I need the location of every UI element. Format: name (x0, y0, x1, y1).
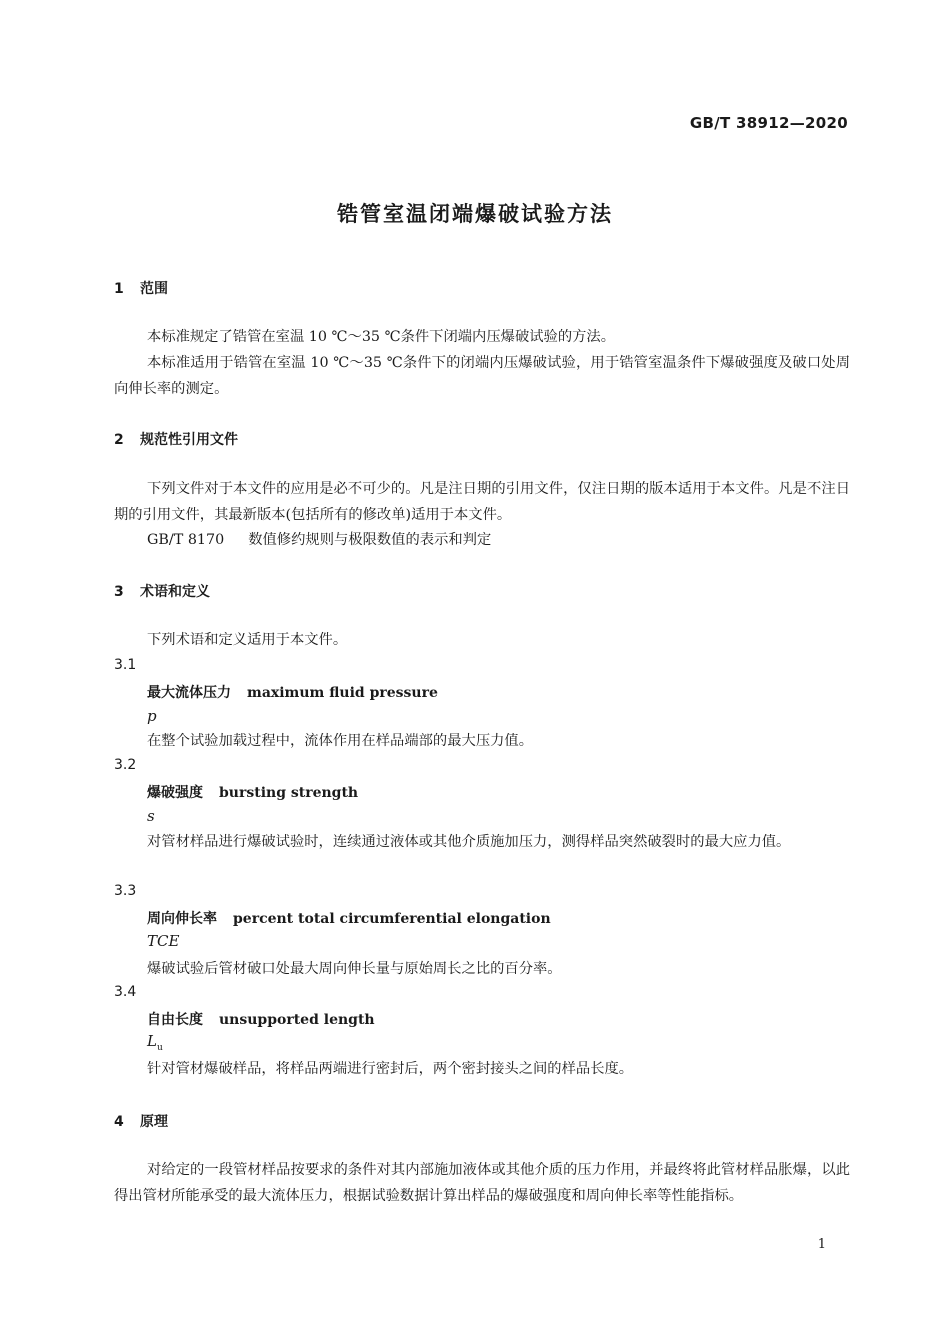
term-definition: 对管材样品进行爆破试验时，连续通过液体或其他介质施加压力，测得样品突然破裂时的最大应力值。 (147, 834, 791, 850)
term-chinese: 自由长度 (147, 1012, 203, 1028)
document-title: 锆管室温闭端爆破试验方法 (337, 202, 613, 226)
section-number: 3 (114, 584, 124, 600)
term-chinese: 最大流体压力 (147, 685, 231, 701)
section-1-paragraph-1: 本标准规定了锆管在室温 10 ℃～35 ℃条件下闭端内压爆破试验的方法。 (147, 329, 616, 345)
section-number: 4 (114, 1114, 124, 1130)
section-1-paragraph-2: 本标准适用于锆管在室温 10 ℃～35 ℃条件下的闭端内压爆破试验，用于锆管室温条件下爆破强度及破口处周向伸长率的测定。 (114, 355, 850, 397)
section-1-heading (114, 278, 168, 298)
normative-reference (147, 527, 491, 553)
section-number: 1 (114, 281, 124, 297)
term-number: 3.1 (114, 657, 137, 673)
symbol-subscript: u (156, 1043, 163, 1053)
term-number: 3.4 (114, 984, 137, 1000)
symbol-main: p (147, 707, 157, 725)
term-english: maximum fluid pressure (247, 685, 438, 701)
section-3-intro: 下列术语和定义适用于本文件。 (147, 632, 348, 648)
term-symbol (147, 1032, 163, 1053)
section-4-paragraph-1: 对给定的一段管材样品按要求的条件对其内部施加液体或其他介质的压力作用，并最终将此管材样品胀爆，以此得出管材所能承受的最大流体压力，根据试验数据计算出样品的爆破强度和周向伸长率等性能指标。 (114, 1162, 850, 1204)
section-title: 原理 (140, 1114, 168, 1130)
symbol-main: s (147, 807, 155, 825)
section-4-heading (114, 1111, 168, 1131)
term-title (147, 908, 551, 928)
section-3-heading (114, 581, 210, 601)
term-english: bursting strength (219, 785, 359, 801)
term-symbol (147, 707, 157, 728)
section-title: 范围 (140, 281, 168, 297)
term-number: 3.3 (114, 883, 137, 899)
term-english: unsupported length (219, 1012, 375, 1028)
reference-title: 数值修约规则与极限数值的表示和判定 (248, 532, 492, 548)
term-title (147, 682, 438, 702)
term-chinese: 周向伸长率 (147, 911, 217, 927)
term-symbol (147, 932, 179, 953)
section-title: 术语和定义 (140, 584, 210, 600)
section-number: 2 (114, 432, 124, 448)
term-title (147, 1009, 375, 1029)
term-symbol (147, 807, 155, 828)
section-title: 规范性引用文件 (140, 432, 238, 448)
term-number: 3.2 (114, 757, 137, 773)
term-chinese: 爆破强度 (147, 785, 203, 801)
standard-number: GB/T 38912—2020 (689, 114, 848, 132)
reference-code: GB/T 8170 (147, 532, 225, 548)
symbol-main: TCE (147, 932, 180, 950)
page-number: 1 (817, 1237, 826, 1252)
symbol-main: L (147, 1032, 157, 1050)
term-definition: 爆破试验后管材破口处最大周向伸长量与原始周长之比的百分率。 (147, 961, 562, 977)
section-2-paragraph-1: 下列文件对于本文件的应用是必不可少的。凡是注日期的引用文件，仅注日期的版本适用于本文件。凡是不注日期的引用文件，其最新版本(包括所有的修改单)适用于本文件。 (114, 481, 850, 523)
term-definition: 在整个试验加载过程中，流体作用在样品端部的最大压力值。 (147, 733, 534, 749)
term-title (147, 782, 358, 802)
term-definition: 针对管材爆破样品，将样品两端进行密封后，两个密封接头之间的样品长度。 (147, 1061, 634, 1077)
term-english: percent total circumferential elongation (233, 911, 551, 927)
section-2-heading (114, 429, 238, 449)
